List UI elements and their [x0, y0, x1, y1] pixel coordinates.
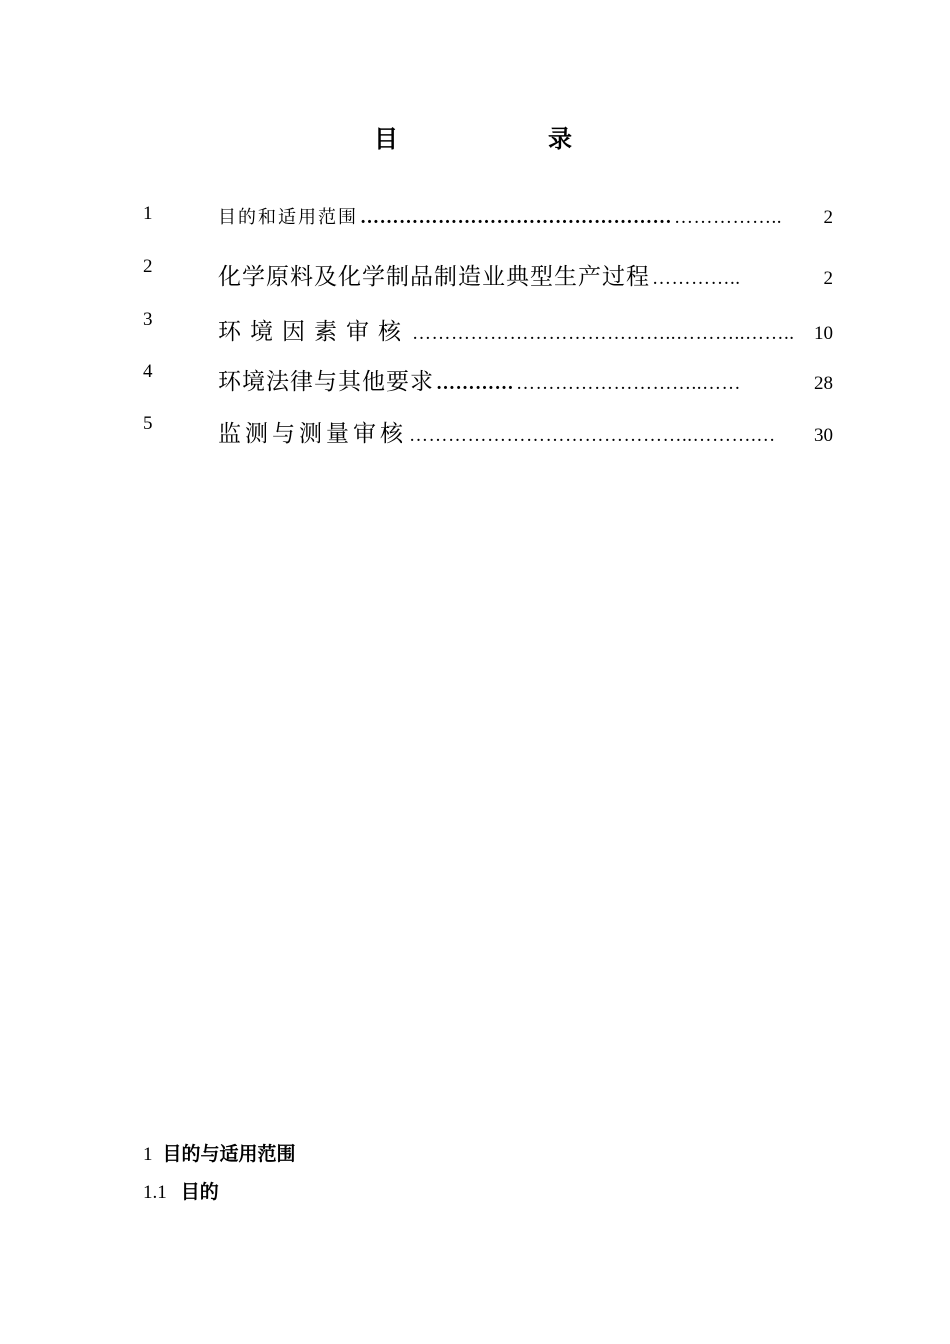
section-heading [143, 1139, 296, 1166]
toc-entry-number: 3 [143, 309, 153, 330]
toc-leader-dots: …………….. [674, 207, 782, 228]
toc-leader-dots: ……………………………………..……….… [409, 425, 776, 446]
toc-leader-dots: …………………………………..………..…….. [412, 323, 795, 344]
toc-entry-page: 10 [814, 323, 833, 344]
toc-entry-text: 环境法律与其他要求 [218, 369, 434, 395]
toc-entry-number: 1 [143, 203, 153, 224]
section-number: 1 [143, 1144, 153, 1165]
toc-entry-page: 2 [823, 268, 833, 289]
toc-entry-page: 2 [823, 207, 833, 228]
toc-entry-number: 5 [143, 413, 153, 434]
toc-entry-number: 2 [143, 256, 153, 277]
toc-leader-dots-bold: ………………………………………… [360, 207, 672, 228]
toc-leader-dots: ………………………..…… [516, 373, 741, 394]
subsection-title: 目的 [180, 1181, 219, 1203]
toc-entry-number: 4 [143, 361, 153, 382]
toc-entry-page: 30 [814, 425, 833, 446]
toc-entry-text: 监测与测量审核 [218, 421, 407, 447]
subsection-number: 1.1 [143, 1182, 167, 1203]
toc-entry-text: 目的和适用范围 [218, 207, 358, 228]
toc-title-left: 目 [374, 125, 398, 153]
toc-entry-page: 28 [814, 373, 833, 394]
toc-title-right: 录 [548, 125, 572, 153]
subsection-heading [143, 1177, 219, 1204]
toc-entry-text: 环境因素审核 [218, 319, 410, 345]
toc-title [0, 124, 950, 158]
toc-leader-dots: ………….. [652, 268, 741, 289]
section-title: 目的与适用范围 [162, 1143, 296, 1165]
toc-leader-dots-bold: ………… [436, 373, 514, 394]
toc-entry-text: 化学原料及化学制品制造业典型生产过程 [218, 264, 650, 290]
